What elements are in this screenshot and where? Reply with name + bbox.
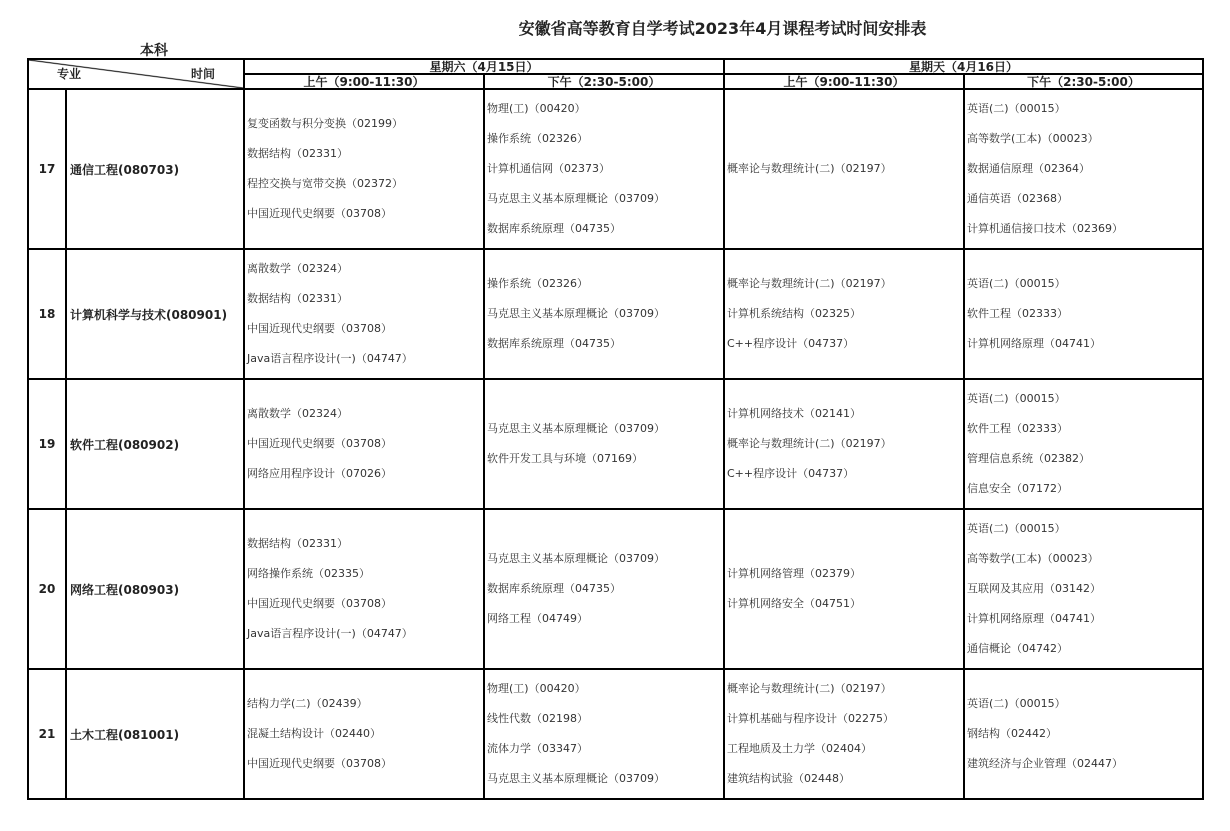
course-item: 网络应用程序设计（07026）: [247, 467, 392, 480]
course-item: 计算机网络安全（04751）: [727, 597, 861, 610]
table-row: [28, 379, 1203, 509]
course-item: 高等数学(工本)（00023）: [967, 132, 1099, 145]
course-item: 建筑经济与企业管理（02447）: [967, 757, 1123, 770]
major-name: 通信工程(080703): [66, 89, 244, 249]
course-item: 网络工程（04749）: [487, 612, 588, 625]
exam-schedule-table: [27, 58, 1204, 800]
course-item: 数据通信原理（02364）: [967, 162, 1090, 175]
course-item: 钢结构（02442）: [967, 727, 1057, 740]
course-item: 中国近现代史纲要（03708）: [247, 437, 392, 450]
course-item: 计算机通信网（02373）: [487, 162, 610, 175]
session-cell: [484, 379, 724, 509]
major-header: 专业: [57, 67, 82, 81]
session-cell: [964, 249, 1203, 379]
course-item: 计算机系统结构（02325）: [727, 307, 861, 320]
day-header: 星期六（4月15日）: [244, 59, 724, 74]
course-item: 管理信息系统（02382）: [967, 452, 1090, 465]
session-cell: [724, 89, 964, 249]
course-item: 离散数学（02324）: [247, 407, 348, 420]
course-item: 通信概论（04742）: [967, 642, 1068, 655]
course-item: 操作系统（02326）: [487, 277, 588, 290]
course-item: 英语(二)（00015）: [967, 102, 1066, 115]
course-item: 高等数学(工本)（00023）: [967, 552, 1099, 565]
course-item: 离散数学（02324）: [247, 262, 348, 275]
session-cell: [244, 509, 484, 669]
course-item: 英语(二)（00015）: [967, 392, 1066, 405]
course-item: 英语(二)（00015）: [967, 277, 1066, 290]
table-row: [28, 249, 1203, 379]
course-item: 信息安全（07172）: [967, 482, 1068, 495]
course-item: 物理(工)（00420）: [487, 102, 586, 115]
row-number: 20: [28, 509, 66, 669]
course-item: 线性代数（02198）: [487, 712, 588, 725]
session-cell: [484, 509, 724, 669]
course-item: 数据结构（02331）: [247, 292, 348, 305]
row-number: 21: [28, 669, 66, 799]
course-item: 流体力学（03347）: [487, 742, 588, 755]
course-item: 操作系统（02326）: [487, 132, 588, 145]
day-header: 星期天（4月16日）: [724, 59, 1203, 74]
course-item: 计算机网络管理（02379）: [727, 567, 861, 580]
course-item: 中国近现代史纲要（03708）: [247, 757, 392, 770]
course-item: 计算机网络原理（04741）: [967, 337, 1101, 350]
course-item: 计算机网络技术（02141）: [727, 407, 861, 420]
course-item: Java语言程序设计(一)（04747）: [247, 627, 413, 640]
course-item: 数据库系统原理（04735）: [487, 337, 621, 350]
course-item: 网络操作系统（02335）: [247, 567, 370, 580]
course-item: 软件工程（02333）: [967, 307, 1068, 320]
course-item: 马克思主义基本原理概论（03709）: [487, 192, 665, 205]
session-cell: [964, 669, 1203, 799]
major-name: 软件工程(080902): [66, 379, 244, 509]
session-cell: [724, 509, 964, 669]
course-item: 混凝土结构设计（02440）: [247, 727, 381, 740]
course-item: 马克思主义基本原理概论（03709）: [487, 772, 665, 785]
session-header: 下午（2:30-5:00）: [964, 74, 1203, 89]
session-cell: [484, 89, 724, 249]
course-item: 中国近现代史纲要（03708）: [247, 597, 392, 610]
corner-header: [28, 59, 244, 89]
course-item: Java语言程序设计(一)（04747）: [247, 352, 413, 365]
session-header: 上午（9:00-11:30）: [724, 74, 964, 89]
course-item: C++程序设计（04737）: [727, 337, 855, 350]
course-item: 软件工程（02333）: [967, 422, 1068, 435]
course-item: 中国近现代史纲要（03708）: [247, 207, 392, 220]
course-item: 建筑结构试验（02448）: [727, 772, 850, 785]
course-item: 数据库系统原理（04735）: [487, 222, 621, 235]
course-item: 数据结构（02331）: [247, 147, 348, 160]
table-row: [28, 89, 1203, 249]
course-item: 概率论与数理统计(二)（02197）: [727, 437, 892, 450]
course-item: 马克思主义基本原理概论（03709）: [487, 552, 665, 565]
course-item: 复变函数与积分变换（02199）: [247, 117, 403, 130]
course-item: 概率论与数理统计(二)（02197）: [727, 682, 892, 695]
major-name: 计算机科学与技术(080901): [66, 249, 244, 379]
session-header: 下午（2:30-5:00）: [484, 74, 724, 89]
session-cell: [244, 249, 484, 379]
course-item: 概率论与数理统计(二)（02197）: [727, 162, 892, 175]
category-label: 本科: [140, 43, 168, 59]
course-item: 英语(二)（00015）: [967, 522, 1066, 535]
table-row: [28, 509, 1203, 669]
session-cell: [244, 89, 484, 249]
course-item: 物理(工)（00420）: [487, 682, 586, 695]
course-item: 马克思主义基本原理概论（03709）: [487, 307, 665, 320]
course-item: 马克思主义基本原理概论（03709）: [487, 422, 665, 435]
session-cell: [964, 379, 1203, 509]
major-name: 土木工程(081001): [66, 669, 244, 799]
session-cell: [484, 669, 724, 799]
table-row: [28, 669, 1203, 799]
course-item: 软件开发工具与环境（07169）: [487, 452, 643, 465]
session-cell: [724, 669, 964, 799]
course-item: C++程序设计（04737）: [727, 467, 855, 480]
course-item: 通信英语（02368）: [967, 192, 1068, 205]
course-item: 概率论与数理统计(二)（02197）: [727, 277, 892, 290]
course-item: 中国近现代史纲要（03708）: [247, 322, 392, 335]
session-cell: [244, 379, 484, 509]
course-item: 数据库系统原理（04735）: [487, 582, 621, 595]
session-cell: [964, 89, 1203, 249]
session-cell: [964, 509, 1203, 669]
course-item: 英语(二)（00015）: [967, 697, 1066, 710]
course-item: 计算机网络原理（04741）: [967, 612, 1101, 625]
course-item: 互联网及其应用（03142）: [967, 582, 1101, 595]
course-item: 计算机通信接口技术（02369）: [967, 222, 1123, 235]
course-item: 工程地质及土力学（02404）: [727, 742, 872, 755]
major-name: 网络工程(080903): [66, 509, 244, 669]
course-item: 结构力学(二)（02439）: [247, 697, 368, 710]
course-item: 程控交换与宽带交换（02372）: [247, 177, 403, 190]
session-cell: [724, 249, 964, 379]
row-number: 17: [28, 89, 66, 249]
course-item: 数据结构（02331）: [247, 537, 348, 550]
session-cell: [724, 379, 964, 509]
page-title: 安徽省高等教育自学考试2023年4月课程考试时间安排表: [518, 19, 927, 38]
session-cell: [484, 249, 724, 379]
time-header: 时间: [190, 67, 215, 81]
row-number: 18: [28, 249, 66, 379]
course-item: 计算机基础与程序设计（02275）: [727, 712, 894, 725]
session-header: 上午（9:00-11:30）: [244, 74, 484, 89]
session-cell: [244, 669, 484, 799]
row-number: 19: [28, 379, 66, 509]
